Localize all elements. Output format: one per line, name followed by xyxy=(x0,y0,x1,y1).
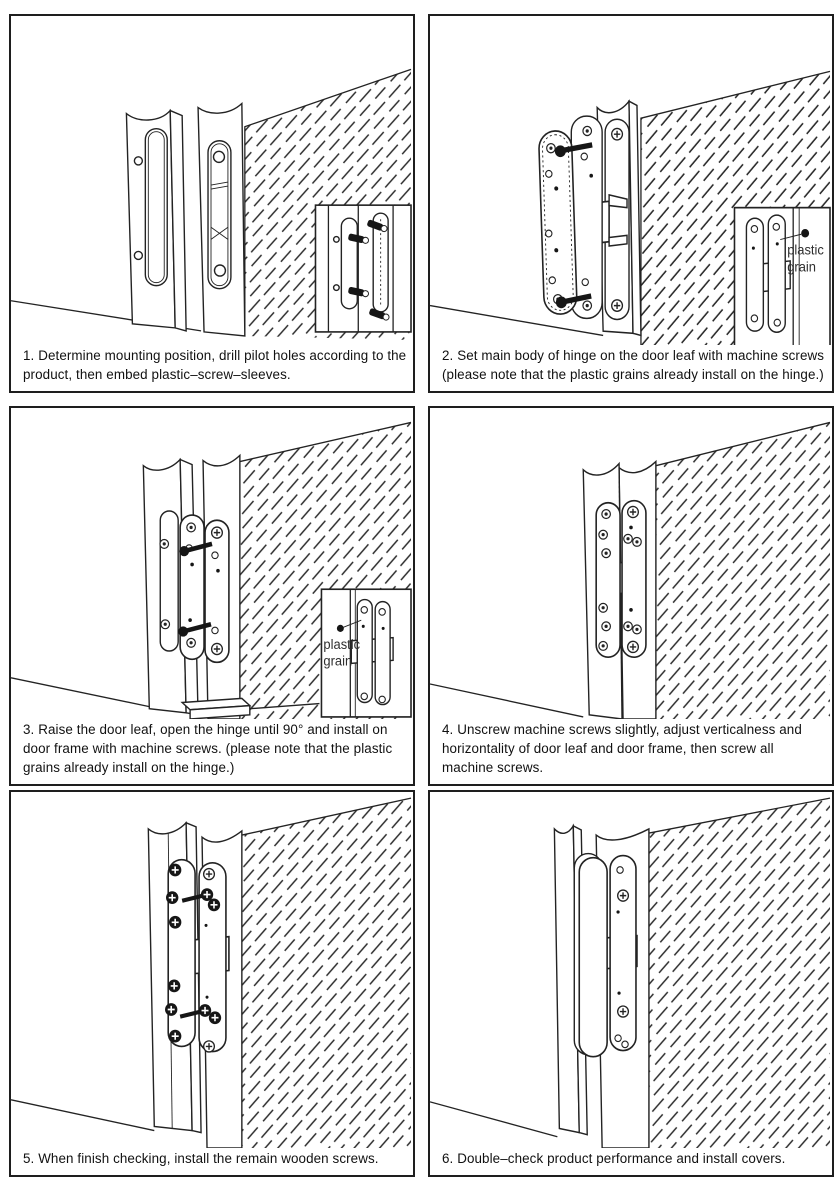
step-2-caption: 2. Set main body of hinge on the door leaf with machine screws (please note that the plastic grains already install on the hinge.) xyxy=(430,345,832,391)
floor-line xyxy=(11,1100,154,1131)
step-3-illustration xyxy=(11,408,413,719)
floor-line xyxy=(430,684,583,717)
step-4-caption: 4. Unscrew machine screws slightly, adjust verticalness and horizontality of door leaf and door frame, then screw all machine screws. xyxy=(430,719,832,784)
inset-detail xyxy=(315,205,411,332)
svg-text:plastic: plastic xyxy=(323,636,361,653)
inset-detail xyxy=(321,589,411,717)
wall-hatching xyxy=(649,798,830,1148)
inset-detail xyxy=(734,208,830,345)
svg-text:plastic: plastic xyxy=(787,242,824,258)
panel-step-4 xyxy=(428,406,834,786)
step-2-illustration xyxy=(430,16,832,345)
step-4-illustration xyxy=(430,408,832,719)
step-5-caption: 5. When finish checking, install the remain wooden screws. xyxy=(11,1148,413,1175)
hinge-cover xyxy=(579,858,607,1057)
floor-line xyxy=(11,678,149,707)
panel-step-1 xyxy=(9,14,415,393)
door-frame-edge xyxy=(198,104,245,336)
step-3-caption: 3. Raise the door leaf, open the hinge until 90° and install on door frame with machine screws. (please note that the plastic grains already install on the hinge.) xyxy=(11,719,413,784)
svg-text:grain: grain xyxy=(323,653,353,669)
door-leaf-edge xyxy=(126,111,186,331)
wall-hatching xyxy=(242,798,411,1148)
step-6-illustration xyxy=(430,792,832,1148)
support-block xyxy=(182,698,250,719)
hinge-assembly xyxy=(178,515,229,662)
step-1-caption: 1. Determine mounting position, drill pilot holes according to the product, then embed plastic–screw–sleeves. xyxy=(11,345,413,391)
step-6-caption: 6. Double–check product performance and install covers. xyxy=(430,1148,832,1175)
panel-step-6 xyxy=(428,790,834,1177)
hinge-assembly xyxy=(574,854,637,1057)
wall-hatching xyxy=(656,422,830,719)
panel-step-5 xyxy=(9,790,415,1177)
floor-line xyxy=(430,1102,557,1137)
step-1-illustration xyxy=(11,16,413,345)
panel-step-2 xyxy=(428,14,834,393)
step-5-illustration xyxy=(11,792,413,1148)
plastic-grain-dot xyxy=(337,625,344,632)
panel-step-3 xyxy=(9,406,415,786)
hinge-assembly xyxy=(538,116,629,319)
svg-text:grain: grain xyxy=(787,259,816,275)
plastic-grain-dot xyxy=(801,229,809,238)
